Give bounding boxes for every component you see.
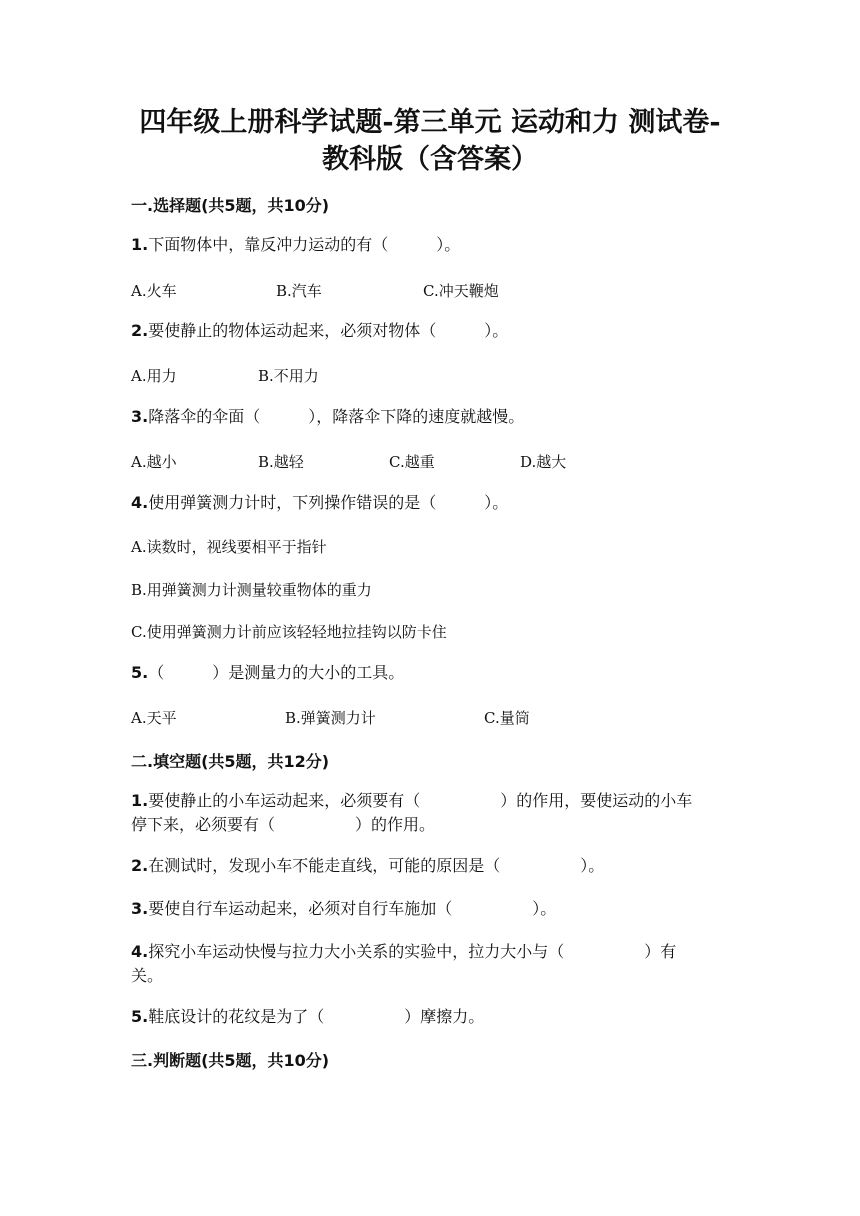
question-2-1: [131, 789, 731, 813]
option-b: B.越轻: [258, 453, 304, 471]
question-text: 关。: [131, 966, 164, 985]
option-b: B.弹簧测力计: [285, 709, 376, 727]
question-1-3: [131, 405, 731, 429]
question-2-5: [131, 1005, 731, 1029]
question-1-5: [131, 661, 731, 685]
question-text: 使用弹簧测力计时，下列操作错误的是（ ）。: [148, 493, 509, 512]
question-1-4: [131, 491, 731, 515]
question-2-1-continued: [131, 813, 731, 837]
question-number: 5.: [131, 663, 149, 682]
question-number: 3.: [131, 899, 149, 918]
question-number: 2.: [131, 856, 149, 875]
question-number: 1.: [131, 235, 149, 254]
question-2-4-continued: [131, 964, 731, 988]
question-2-3: [131, 897, 731, 921]
section-heading-choice: 一.选择题(共5题，共10分): [131, 196, 330, 215]
page-title-line-2: 教科版（含答案）: [322, 144, 538, 175]
option-b: B.汽车: [276, 282, 322, 300]
question-number: 1.: [131, 791, 149, 810]
question-text: 要使自行车运动起来，必须对自行车施加（ ）。: [148, 899, 557, 918]
question-number: 2.: [131, 321, 149, 340]
question-text: 在测试时，发现小车不能走直线，可能的原因是（ ）。: [148, 856, 605, 875]
option-d: D.越大: [520, 453, 567, 471]
option-c: C.越重: [389, 453, 435, 471]
question-text: 停下来，必须要有（ ）的作用。: [131, 815, 436, 834]
question-text: 鞋底设计的花纹是为了（ ）摩擦力。: [148, 1007, 485, 1026]
question-2-4: [131, 940, 731, 964]
option-a: A.火车: [131, 282, 177, 300]
question-text: 要使静止的小车运动起来，必须要有（ ）的作用，要使运动的小车: [148, 791, 693, 810]
section-heading-true-false: 三.判断题(共5题，共10分): [131, 1051, 330, 1070]
option-c: C.使用弹簧测力计前应该轻轻地拉挂钩以防卡住: [131, 623, 447, 641]
section-heading-fill-in: 二.填空题(共5题，共12分): [131, 752, 330, 771]
question-number: 4.: [131, 493, 149, 512]
page-title-line-1: 四年级上册科学试题-第三单元 运动和力 测试卷-: [139, 107, 721, 138]
option-c: C.冲天鞭炮: [423, 282, 499, 300]
question-number: 4.: [131, 942, 149, 961]
question-number: 5.: [131, 1007, 149, 1026]
option-a: A.天平: [131, 709, 177, 727]
question-text: 降落伞的伞面（ ），降落伞下降的速度就越慢。: [148, 407, 525, 426]
option-b: B.不用力: [258, 367, 319, 385]
question-2-2: [131, 854, 731, 878]
option-a: A.用力: [131, 367, 177, 385]
question-text: 探究小车运动快慢与拉力大小关系的实验中，拉力大小与（ ）有: [148, 942, 677, 961]
option-c: C.量筒: [484, 709, 530, 727]
question-1-2: [131, 319, 731, 343]
question-text: 下面物体中，靠反冲力运动的有（ ）。: [148, 235, 461, 254]
option-a: A.读数时，视线要相平于指针: [131, 538, 327, 556]
question-text: （ ）是测量力的大小的工具。: [148, 663, 405, 682]
option-b: B.用弹簧测力计测量较重物体的重力: [131, 581, 372, 599]
option-a: A.越小: [131, 453, 177, 471]
question-number: 3.: [131, 407, 149, 426]
question-1-1: [131, 233, 731, 257]
question-text: 要使静止的物体运动起来，必须对物体（ ）。: [148, 321, 509, 340]
